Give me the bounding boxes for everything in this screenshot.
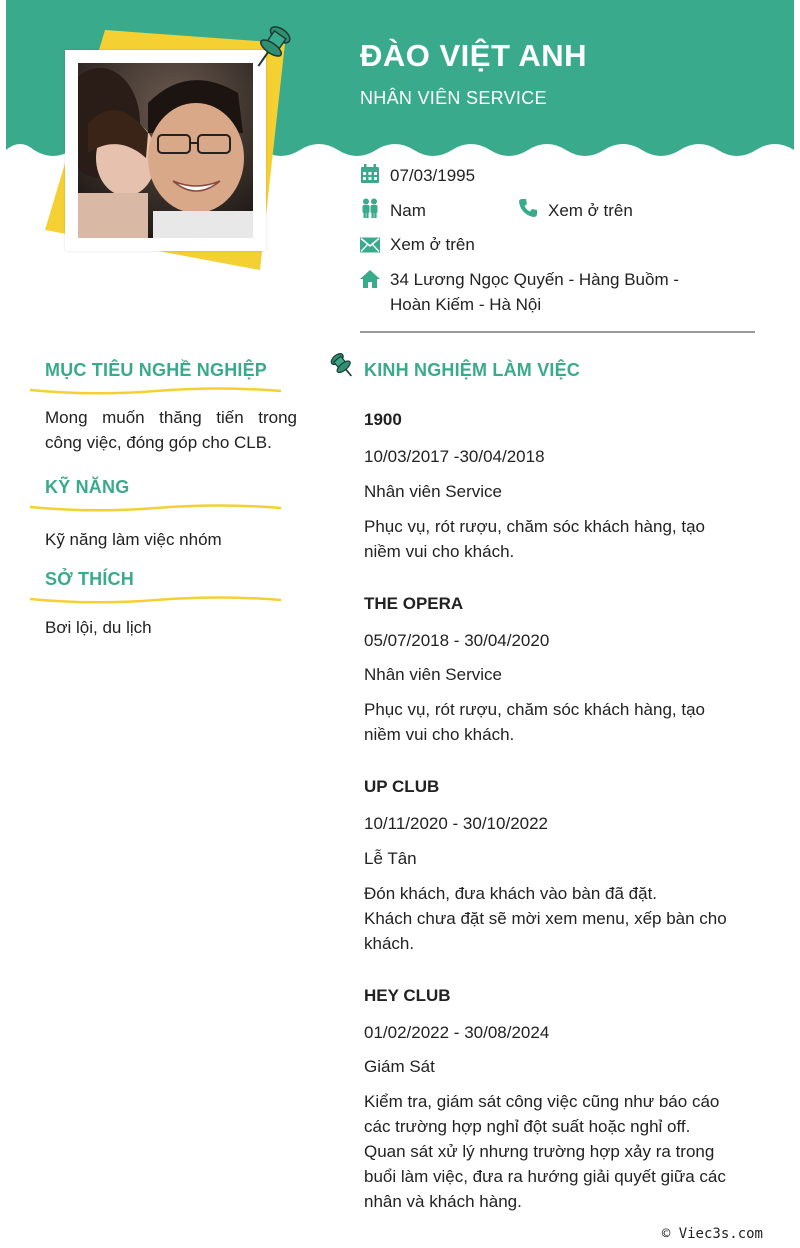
experience-item xyxy=(364,591,734,747)
experience-title: KINH NGHIỆM LÀM VIỆC xyxy=(364,360,581,380)
phone-row xyxy=(518,198,698,223)
hobbies-title: SỞ THÍCH xyxy=(45,569,134,589)
birthday-value: 07/03/1995 xyxy=(390,166,476,185)
info-divider xyxy=(360,331,755,333)
envelope-icon xyxy=(360,235,380,255)
hobbies-text: Bơi lội, du lịch xyxy=(45,618,152,637)
pushpin-icon xyxy=(330,352,356,380)
job-description: Đón khách, đưa khách vào bàn đã đặt. Khách chưa đặt sẽ mời xem menu, xếp bàn cho khách. xyxy=(364,884,727,953)
candidate-position: NHÂN VIÊN SERVICE xyxy=(360,88,547,108)
job-description: Phục vụ, rót rượu, chăm sóc khách hàng, tạo niềm vui cho khách. xyxy=(364,517,705,561)
job-company: THE OPERA xyxy=(364,594,464,613)
phone-value: Xem ở trên xyxy=(548,201,633,220)
candidate-name: ĐÀO VIỆT ANH xyxy=(360,38,588,73)
job-company: 1900 xyxy=(364,410,402,429)
job-company: UP CLUB xyxy=(364,777,440,796)
job-role: Giám Sát xyxy=(364,1057,435,1076)
skills-title: KỸ NĂNG xyxy=(45,477,130,497)
job-role: Nhân viên Service xyxy=(364,482,502,501)
experience-item xyxy=(364,983,734,1214)
email-row xyxy=(360,232,560,257)
job-description: Phục vụ, rót rượu, chăm sóc khách hàng, tạo niềm vui cho khách. xyxy=(364,700,705,744)
calendar-icon xyxy=(360,164,380,184)
phone-icon xyxy=(518,198,538,218)
address-line-1: 34 Lương Ngọc Quyến - Hàng Buồm - xyxy=(390,270,680,289)
address-row xyxy=(360,267,740,319)
gender-value: Nam xyxy=(390,201,426,220)
gender-row xyxy=(360,198,510,223)
birthday-row xyxy=(360,163,660,188)
job-role: Nhân viên Service xyxy=(364,665,502,684)
job-description: Kiểm tra, giám sát công việc cũng như báo cáo các trường hợp nghỉ đột suất hoặc nghỉ off. Quan sát xử lý nhưng trường hợp xảy ra trong buổi làm việc, đưa ra hướng giải quyết giữa các nhân và khách hàng. xyxy=(364,1092,726,1211)
people-icon xyxy=(360,198,380,218)
email-value: Xem ở trên xyxy=(390,235,475,254)
job-dates: 10/03/2017 -30/04/2018 xyxy=(364,447,545,466)
experience-item xyxy=(364,774,734,956)
job-company: HEY CLUB xyxy=(364,986,451,1005)
hobbies-underline xyxy=(28,595,283,607)
skills-underline xyxy=(28,503,283,515)
experience-item xyxy=(364,407,734,564)
job-role: Lễ Tân xyxy=(364,849,417,868)
home-icon xyxy=(360,269,380,289)
skills-text: Kỹ năng làm việc nhóm xyxy=(45,530,222,549)
address-line-2: Hoàn Kiếm - Hà Nội xyxy=(390,295,542,314)
objective-title: MỤC TIÊU NGHỀ NGHIỆP xyxy=(45,360,268,380)
objective-text: Mong muốn thăng tiến trong công việc, đóng góp cho CLB. xyxy=(45,408,297,452)
job-dates: 01/02/2022 - 30/08/2024 xyxy=(364,1023,550,1042)
pushpin-icon xyxy=(250,24,292,72)
profile-photo xyxy=(78,63,253,238)
objective-underline xyxy=(28,386,283,398)
job-dates: 10/11/2020 - 30/10/2022 xyxy=(364,814,549,833)
footer-copyright: © Viec3s.com xyxy=(661,1226,763,1242)
job-dates: 05/07/2018 - 30/04/2020 xyxy=(364,631,550,650)
